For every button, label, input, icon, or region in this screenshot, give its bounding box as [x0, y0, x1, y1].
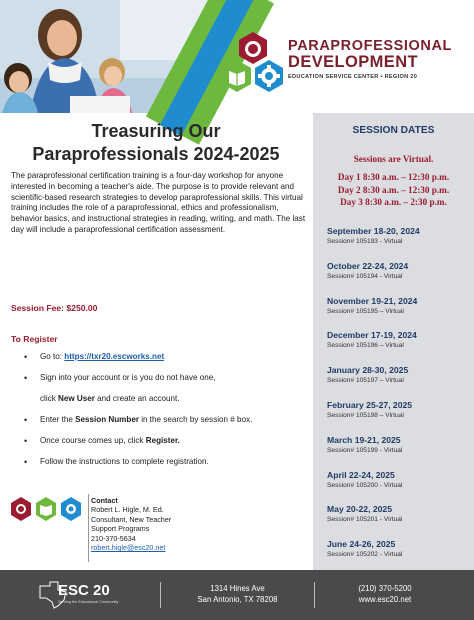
- session-item: [327, 330, 472, 365]
- footer-divider-1: [160, 582, 161, 608]
- title-line1: Treasuring Our: [91, 121, 221, 141]
- title-line2: Paraprofessionals 2024-2025: [32, 144, 280, 164]
- contact-heading: Contact: [91, 496, 118, 505]
- session-date: October 22-24, 2024: [327, 260, 409, 271]
- session-item: [327, 226, 472, 261]
- register-step-1: • Go to: https://txr20.escworks.net: [24, 352, 165, 362]
- virtual-note: Sessions are Virtual.: [353, 154, 434, 164]
- contact-phone: 210-370-5634: [91, 533, 136, 543]
- register-step-2: • Sign into your account or is you do not have one,: [24, 373, 216, 383]
- session-number: Session# 105200 - Virtual: [327, 481, 403, 489]
- session-date: June 24-26, 2025: [327, 539, 396, 550]
- session-item: [327, 261, 472, 296]
- session-item: [327, 296, 472, 331]
- brand-line2: DEVELOPMENT: [288, 53, 418, 71]
- session-number: Session# 105196 – Virtual: [327, 342, 404, 350]
- contact-divider: [88, 494, 89, 562]
- brand-line1: PARAPROFESSIONAL: [288, 38, 453, 54]
- esc20-tagline: Serving the Educational Community: [58, 600, 119, 604]
- session-number: Session# 105199 - Virtual: [327, 446, 403, 454]
- register-step-2-cont: click New User and create an account.: [40, 394, 180, 403]
- session-number: Session# 105202 - Virtual: [327, 551, 403, 559]
- session-date: April 22-24, 2025: [327, 469, 395, 480]
- registration-link[interactable]: https://txr20.escworks.net: [64, 352, 165, 361]
- bullet-icon: •: [24, 457, 28, 467]
- contact-logo-icon: [10, 494, 85, 524]
- register-step-4: • Once course comes up, click Register.: [24, 436, 180, 446]
- session-number: Session# 105193 - Virtual: [327, 238, 403, 245]
- session-item: [327, 470, 472, 505]
- footer: [0, 570, 474, 620]
- contact-name: Robert L. Higle, M. Ed.: [91, 505, 164, 515]
- register-steps: [22, 352, 312, 467]
- session-fee: Session Fee: $250.00: [11, 303, 98, 313]
- brand-subtitle: EDUCATION SERVICE CENTER • REGION 20: [288, 74, 418, 80]
- page-title: [8, 120, 304, 166]
- footer-phone: (210) 370-5200: [358, 584, 412, 593]
- footer-website-link[interactable]: www.esc20.net: [358, 595, 412, 604]
- contact-email-link[interactable]: robert.higle@esc20.net: [91, 543, 166, 553]
- session-number: Session# 105195 – Virtual: [327, 307, 404, 315]
- session-number: Session# 105201 - Virtual: [327, 516, 403, 524]
- footer-divider-2: [314, 582, 315, 608]
- bullet-icon: •: [24, 373, 28, 383]
- footer-contact: [325, 583, 445, 605]
- day-2-time: Day 2 8:30 a.m. – 12:30 p.m.: [337, 184, 450, 195]
- bullet-icon: •: [24, 352, 28, 362]
- bullet-icon: •: [24, 436, 28, 446]
- footer-address: [180, 583, 295, 605]
- contact-role: Consultant, New Teacher: [91, 514, 172, 524]
- session-date: November 19-21, 2024: [327, 295, 418, 306]
- bullet-icon: •: [24, 415, 28, 425]
- daily-schedule: [313, 171, 474, 209]
- session-item: [327, 435, 472, 470]
- session-item: [327, 365, 472, 400]
- address-line2: San Antonio, TX 78208: [197, 595, 278, 604]
- paraprofessional-logo-icon: [222, 30, 292, 94]
- session-date: March 19-21, 2025: [327, 434, 401, 445]
- register-step-3: • Enter the Session Number in the search by session # box.: [24, 415, 253, 425]
- session-date: January 28-30, 2025: [327, 365, 409, 376]
- session-list: [327, 226, 472, 574]
- session-date: September 18-20, 2024: [327, 226, 420, 236]
- contact-block: [91, 496, 171, 552]
- session-number: Session# 105198 – Virtual: [327, 411, 404, 419]
- register-step-5: • Follow the instructions to complete registration.: [24, 457, 209, 467]
- session-date: December 17-19, 2024: [327, 330, 417, 341]
- session-item: [327, 504, 472, 539]
- session-number: Session# 105197 – Virtual: [327, 377, 404, 385]
- esc20-logo: ESC 20: [58, 582, 110, 599]
- session-number: Session# 105194 - Virtual: [327, 272, 403, 280]
- session-date: May 20-22, 2025: [327, 504, 392, 515]
- brand-title: [288, 38, 452, 70]
- contact-department: Support Programs: [91, 524, 150, 534]
- session-dates-panel: [313, 113, 474, 570]
- session-item: [327, 400, 472, 435]
- workshop-description: The paraprofessional certification training is a four-day workshop for anyone interested in becoming a teacher's aide. The purpose is to provide relevant and scientific-based research strategies to develop paraprofessional skills. This virtual training includes the role of a paraprofessional, ethics and professionalism, behavior basics, and instructional strategies in reading, writing, and math. The last day will include a paraprofessional certification assessment.: [11, 171, 306, 234]
- address-line1: 1314 Hines Ave: [210, 584, 265, 593]
- day-1-time: Day 1 8:30 a.m. – 12:30 p.m.: [337, 172, 450, 182]
- session-item: [327, 539, 472, 574]
- day-3-time: Day 3 8:30 a.m. – 2:30 p.m.: [340, 197, 447, 207]
- session-date: February 25-27, 2025: [327, 399, 413, 410]
- session-dates-heading: SESSION DATES: [352, 125, 435, 136]
- register-heading: To Register: [11, 334, 58, 344]
